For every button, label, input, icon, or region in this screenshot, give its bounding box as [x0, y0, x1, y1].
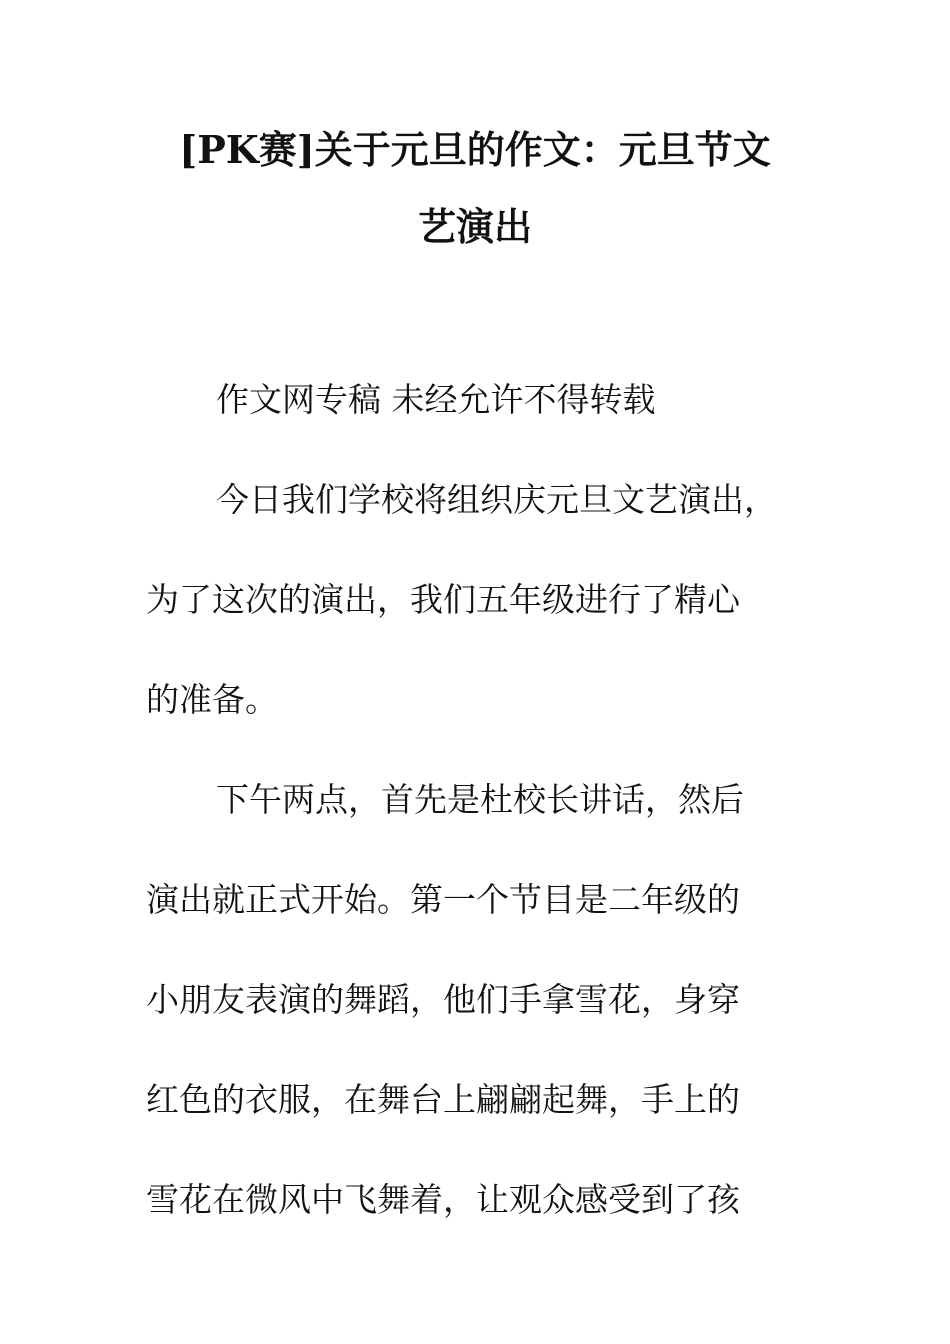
- document-title-line-2: 艺演出: [417, 204, 532, 249]
- body-line: 红色的衣服，在舞台上翩翩起舞，手上的: [146, 1080, 740, 1119]
- body-line: 下午两点，首先是杜校长讲话，然后: [216, 780, 744, 819]
- body-line: 作文网专稿 未经允许不得转载: [216, 380, 656, 419]
- document-title-line-1: [PK赛]关于元旦的作文：元旦节文: [179, 127, 771, 172]
- body-line: 今日我们学校将组织庆元旦文艺演出，: [216, 480, 777, 519]
- body-line: 雪花在微风中飞舞着，让观众感受到了孩: [146, 1180, 740, 1219]
- body-line: 为了这次的演出，我们五年级进行了精心: [146, 580, 740, 619]
- body-line: 的准备。: [146, 680, 278, 719]
- body-line: 演出就正式开始。第一个节目是二年级的: [146, 880, 740, 919]
- body-line: 小朋友表演的舞蹈，他们手拿雪花，身穿: [146, 980, 740, 1019]
